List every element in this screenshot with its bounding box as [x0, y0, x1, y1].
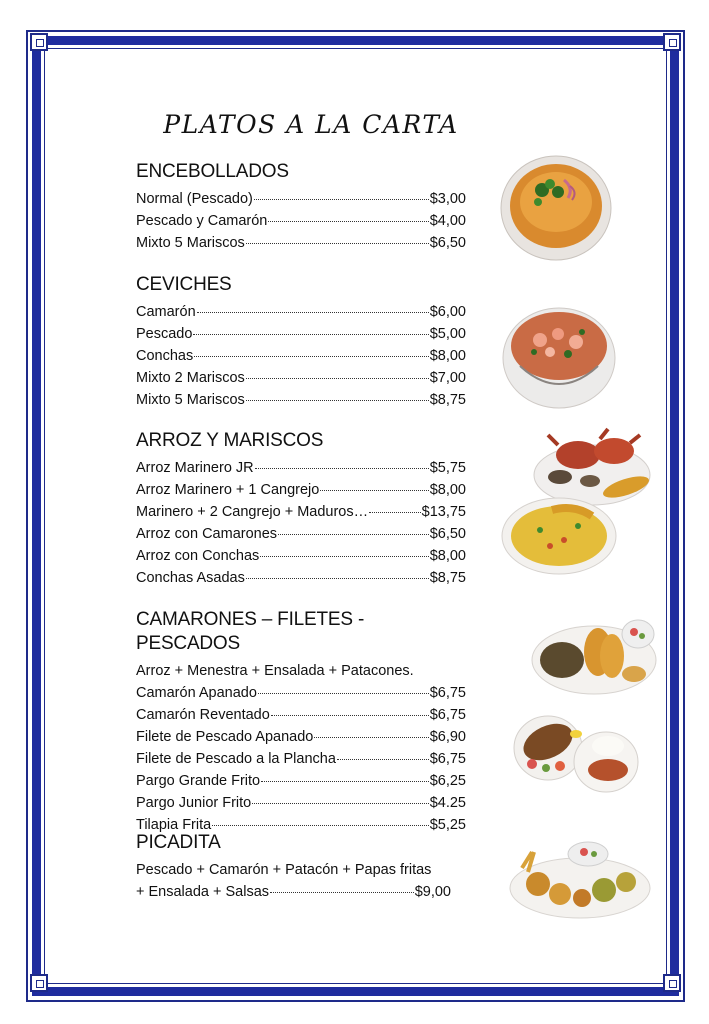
item-price: $5,25 — [429, 817, 466, 833]
camaron-apanado-plate-image — [530, 612, 658, 696]
item-price: $8,00 — [429, 348, 466, 364]
ceviche-bowl-image — [500, 296, 618, 412]
item-name: Arroz con Camarones — [136, 526, 278, 542]
arroz-marinero-plate-image — [500, 492, 618, 576]
item-price: $6,75 — [429, 751, 466, 767]
dot-leader — [337, 745, 429, 760]
item-price: $4,00 — [429, 213, 466, 229]
item-name: Pargo Grande Frito — [136, 773, 261, 789]
dot-leader — [252, 789, 428, 804]
corner-ornament-bottom-right — [663, 974, 681, 992]
dot-leader — [197, 298, 429, 313]
item-price: $4.25 — [429, 795, 466, 811]
item-name: Tilapia Frita — [136, 817, 212, 833]
section-encebollados — [136, 160, 466, 254]
section-note: Arroz + Menestra + Ensalada + Patacones. — [136, 663, 414, 679]
corner-ornament-bottom-left — [30, 974, 48, 992]
item-name: Arroz Marinero + 1 Cangrejo — [136, 482, 320, 498]
dot-leader — [255, 454, 429, 469]
item-name: Conchas Asadas — [136, 570, 245, 586]
dot-leader — [212, 811, 428, 826]
item-name: Arroz Marinero JR — [136, 460, 254, 476]
item-price: $13,75 — [421, 504, 466, 520]
corner-ornament-top-right — [663, 33, 681, 51]
section-title: ENCEBOLLADOS — [136, 161, 289, 182]
section-title: PICADITA — [136, 832, 221, 853]
dot-leader — [261, 767, 429, 782]
dot-leader — [260, 542, 428, 557]
item-name: Mixto 2 Mariscos — [136, 370, 245, 386]
item-name: Pescado — [136, 326, 193, 342]
item-price: $8,00 — [429, 548, 466, 564]
dot-leader — [194, 342, 428, 357]
item-price: $7,00 — [429, 370, 466, 386]
menu-item — [136, 389, 466, 411]
section-title: ARROZ Y MARISCOS — [136, 430, 324, 451]
item-price: $8,00 — [429, 482, 466, 498]
section-title: CAMARONES – FILETES - PESCADOS — [136, 609, 365, 654]
dot-leader — [254, 185, 429, 200]
section-picadita — [136, 831, 466, 903]
item-price: $9,00 — [414, 884, 451, 900]
item-price: $6,75 — [429, 707, 466, 723]
item-name: Filete de Pescado a la Plancha — [136, 751, 336, 767]
item-price: $5,75 — [429, 460, 466, 476]
item-price: $5,00 — [429, 326, 466, 342]
section-ceviches — [136, 273, 466, 411]
dot-leader — [268, 207, 428, 222]
menu-title: PLATOS A LA CARTA — [163, 110, 459, 139]
dot-leader — [271, 701, 429, 716]
item-price: $3,00 — [429, 191, 466, 207]
menu-item — [136, 881, 451, 903]
item-price: $8,75 — [429, 570, 466, 586]
item-price: $6,90 — [429, 729, 466, 745]
dot-leader — [246, 229, 429, 244]
item-name: Marinero + 2 Cangrejo + Maduros… — [136, 504, 369, 520]
corner-ornament-top-left — [30, 33, 48, 51]
item-name: Pescado y Camarón — [136, 213, 268, 229]
item-name: + Ensalada + Salsas — [136, 884, 270, 900]
item-name: Camarón Reventado — [136, 707, 270, 723]
menu-item — [136, 232, 466, 254]
dot-leader — [246, 386, 429, 401]
item-name: Pargo Junior Frito — [136, 795, 252, 811]
item-price: $6,00 — [429, 304, 466, 320]
item-price: $6,50 — [429, 526, 466, 542]
fried-fish-plate-image — [512, 706, 642, 796]
dot-leader — [193, 320, 428, 335]
dot-leader — [320, 476, 428, 491]
encebollado-soup-image — [498, 150, 614, 262]
section-camarones-filetes-pescados — [136, 608, 466, 836]
section-title: CEVICHES — [136, 274, 232, 295]
dot-leader — [270, 878, 414, 893]
item-name: Camarón Apanado — [136, 685, 257, 701]
dot-leader — [369, 498, 421, 513]
item-name: Filete de Pescado Apanado — [136, 729, 314, 745]
section-arroz-y-mariscos — [136, 429, 466, 589]
picadita-platter-image — [508, 838, 652, 920]
item-name: Arroz con Conchas — [136, 548, 260, 564]
item-price: $6,75 — [429, 685, 466, 701]
menu-item — [136, 567, 466, 589]
dot-leader — [314, 723, 428, 738]
dot-leader — [278, 520, 429, 535]
item-price: $8,75 — [429, 392, 466, 408]
item-name: Mixto 5 Mariscos — [136, 235, 245, 251]
dot-leader — [246, 364, 429, 379]
item-price: $6,50 — [429, 235, 466, 251]
section-note: Pescado + Camarón + Patacón + Papas fritas — [136, 862, 432, 878]
item-price: $6,25 — [429, 773, 466, 789]
item-name: Mixto 5 Mariscos — [136, 392, 245, 408]
item-name: Camarón — [136, 304, 196, 320]
dot-leader — [258, 679, 429, 694]
item-name: Conchas — [136, 348, 194, 364]
item-name: Normal (Pescado) — [136, 191, 253, 207]
dot-leader — [246, 564, 429, 579]
